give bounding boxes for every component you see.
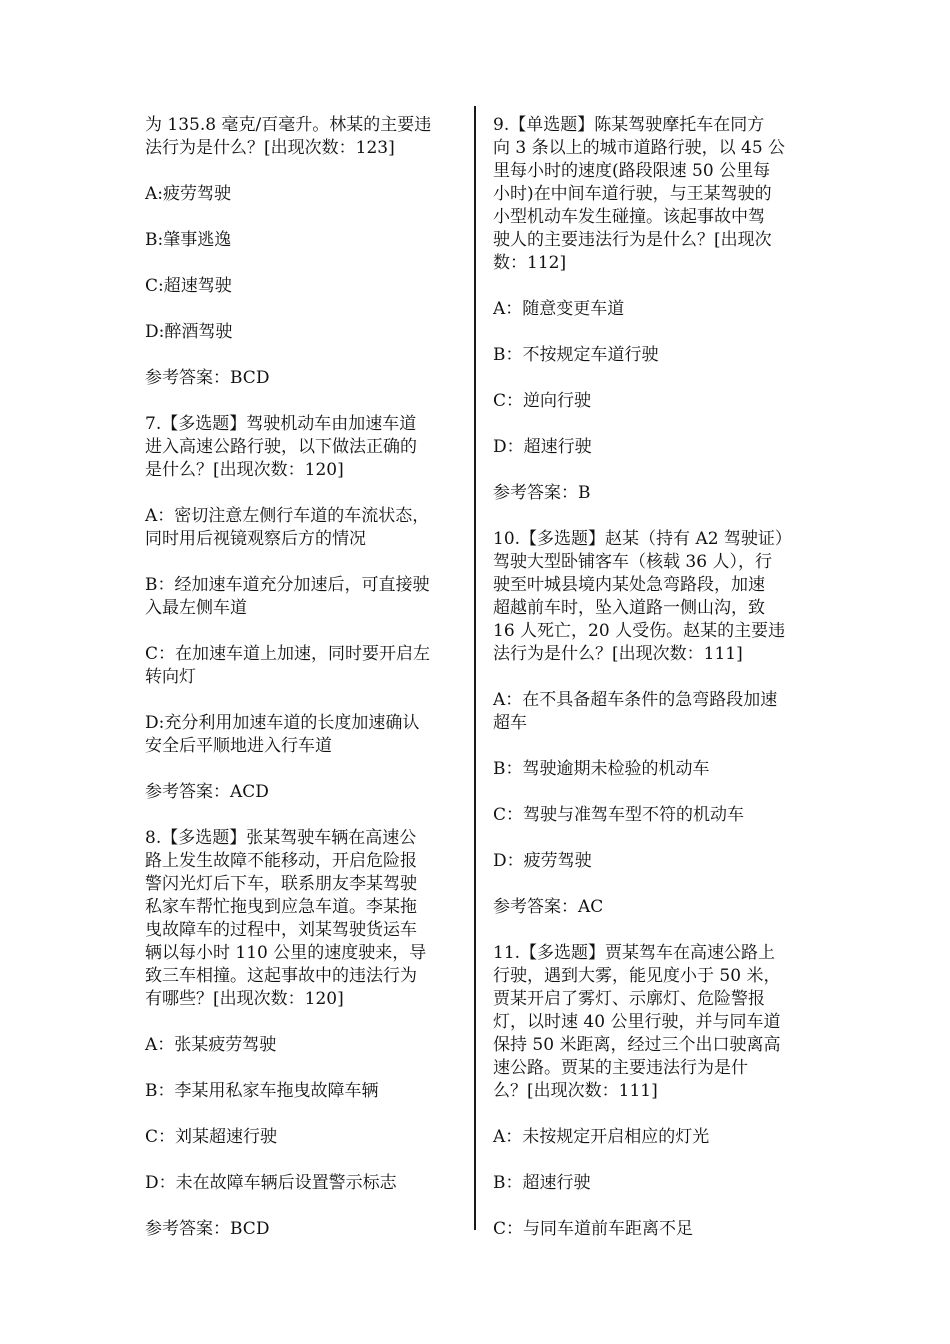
question-11: 11.【多选题】贾某驾车在高速公路上 行驶，遇到大雾，能见度小于 50 米， 贾某开启了雾灯、示廓灯、危险警报 灯，以时速 40 公里行驶，并与同车道 保持 50 米距离，经过三个出口驶离高 速公路。贾某的主要违法行为是什 么？[出现次数：111] xyxy=(493,943,781,1101)
q7-option-a: A：密切注意左侧行车道的车流状态， 同时用后视镜观察后方的情况 xyxy=(145,506,430,549)
q7-option-d: D:充分利用加速车道的长度加速确认 安全后平顺地进入行车道 xyxy=(145,713,420,756)
q9-option-a: A：随意变更车道 xyxy=(493,299,625,319)
q7-answer: 参考答案：ACD xyxy=(145,782,269,802)
q8-option-b: B：李某用私家车拖曳故障车辆 xyxy=(145,1081,379,1101)
q8-option-c: C：刘某超速行驶 xyxy=(145,1127,278,1147)
q11-option-c: C：与同车道前车距离不足 xyxy=(493,1219,694,1239)
q10-option-b: B：驾驶逾期未检验的机动车 xyxy=(493,759,710,779)
q10-option-a: A：在不具备超车条件的急弯路段加速 超车 xyxy=(493,690,778,733)
q8-option-d: D：未在故障车辆后设置警示标志 xyxy=(145,1173,397,1193)
left-column xyxy=(145,114,463,1264)
q9-option-c: C：逆向行驶 xyxy=(493,391,592,411)
q7-option-c: C：在加速车道上加速，同时要开启左 转向灯 xyxy=(145,644,431,687)
q9-option-b: B：不按规定车道行驶 xyxy=(493,345,659,365)
question-8: 8.【多选题】张某驾驶车辆在高速公 路上发生故障不能移动，开启危险报 警闪光灯后下车，联系朋友李某驾驶 私家车帮忙拖曳到应急车道。李某拖 曳故障车的过程中，刘某驾驶货运车 辆以每小时 110 公里的速度驶来，导 致三车相撞。这起事故中的违法行为 有哪些？[出现次数：120] xyxy=(145,828,427,1009)
column-divider xyxy=(474,106,476,1230)
q6-option-a: A:疲劳驾驶 xyxy=(145,184,232,204)
question-7: 7.【多选题】驾驶机动车由加速车道 进入高速公路行驶，以下做法正确的 是什么？[出现次数：120] xyxy=(145,414,417,480)
q11-option-b: B：超速行驶 xyxy=(493,1173,591,1193)
q9-option-d: D：超速行驶 xyxy=(493,437,592,457)
q6-answer: 参考答案：BCD xyxy=(145,368,270,388)
q9-answer: 参考答案：B xyxy=(493,483,591,503)
q7-option-b: B：经加速车道充分加速后，可直接驶 入最左侧车道 xyxy=(145,575,430,618)
right-column xyxy=(493,114,811,1264)
q10-option-c: C：驾驶与准驾车型不符的机动车 xyxy=(493,805,745,825)
q6-option-d: D:醉酒驾驶 xyxy=(145,322,233,342)
q6-option-c: C:超速驾驶 xyxy=(145,276,232,296)
question-9: 9.【单选题】陈某驾驶摩托车在同方 向 3 条以上的城市道路行驶，以 45 公 里每小时的速度(路段限速 50 公里每 小时)在中间车道行驶，与王某驾驶的 小型机动车发生碰撞。该起事故中驾 驶人的主要违法行为是什么？[出现次 数：112] xyxy=(493,115,786,273)
q8-option-a: A：张某疲劳驾驶 xyxy=(145,1035,277,1055)
q11-option-a: A：未按规定开启相应的灯光 xyxy=(493,1127,710,1147)
q8-answer: 参考答案：BCD xyxy=(145,1219,270,1239)
question-10: 10.【多选题】赵某（持有 A2 驾驶证） 驾驶大型卧铺客车（核载 36 人），行 驶至叶城县境内某处急弯路段，加速 超越前车时，坠入道路一侧山沟，致 16 人死亡，20 人受伤。赵某的主要违 法行为是什么？[出现次数：111] xyxy=(493,529,792,664)
q10-option-d: D：疲劳驾驶 xyxy=(493,851,592,871)
q6-option-b: B:肇事逃逸 xyxy=(145,230,232,250)
q10-answer: 参考答案：AC xyxy=(493,897,604,917)
question-6-continuation: 为 135.8 毫克/百毫升。林某的主要违 法行为是什么？[出现次数：123] xyxy=(145,115,432,158)
